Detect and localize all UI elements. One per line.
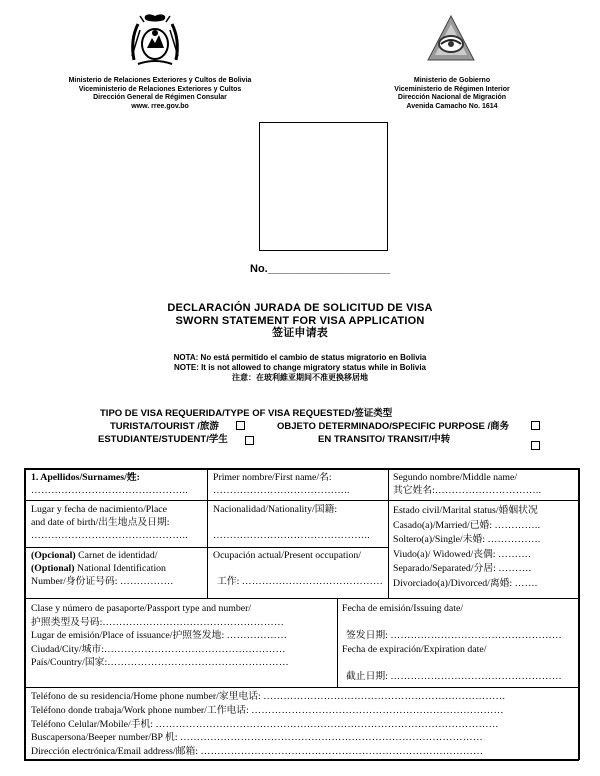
marital-status-label: Estado civil/Marital status/婚姻状况 [393, 505, 538, 516]
id-card-label-3: Number/身份证号码: [31, 575, 118, 587]
tourist-checkbox[interactable] [236, 421, 245, 430]
nationality-field[interactable] [213, 504, 383, 542]
table-top-border [24, 468, 579, 470]
email-dots: ………………………………………………………………………… [200, 746, 484, 758]
birth-field[interactable] [31, 504, 203, 542]
nationality-dots: ……………………………………….. [213, 529, 370, 541]
first-name-field[interactable] [213, 472, 383, 498]
separated-dots: ………. [498, 563, 532, 574]
beeper-field[interactable] [31, 731, 571, 745]
note-en: NOTE: It is not allowed to change migratory status while in Bolivia [173, 363, 427, 372]
visa-option-tourist: TURISTA/TOURIST /旅游 [110, 421, 219, 432]
work-phone-dots: ………………………………………………………………… [251, 704, 504, 716]
occupation-label: Ocupación actual/Present occupation/ [213, 550, 361, 561]
occupation-work-label: 工作: [217, 575, 240, 587]
visa-type-heading: TIPO DE VISA REQUERIDA/TYPE OF VISA REQUESTED/签证类型 [100, 408, 393, 419]
middle-name-dots: ………………………….. [434, 484, 542, 496]
occupation-dots: …………………………………… [241, 575, 384, 587]
home-phone-dots: ……………………………………………………………… [263, 691, 506, 702]
form-title [0, 302, 600, 340]
birth-label-1: Lugar y fecha de nacimiento/Place [31, 504, 168, 515]
birth-dots: ……………………………………….. [31, 529, 188, 541]
row-divider-1 [24, 500, 579, 501]
id-optional-es: (Opcional) [31, 550, 76, 561]
title-zh: 签证申请表 [272, 327, 328, 339]
bolivia-coat-of-arms-emblem [128, 10, 182, 70]
mobile-label: Teléfono Celular/Mobile/手机: [31, 718, 154, 730]
title-es: DECLARACIÓN JURADA DE SOLICITUD DE VISA [167, 302, 433, 314]
divorced-dots: ……. [514, 577, 538, 589]
issue-date-dots: …………………………………………… [390, 630, 563, 641]
visa-option-specific-purpose: OBJETO DETERMINADO/SPECIFIC PURPOSE /商务 [277, 421, 510, 432]
home-phone-field[interactable] [31, 690, 571, 704]
note-es: NOTA: No está permitido el cambio de status migratorio en Bolivia [173, 353, 427, 362]
work-phone-label: Teléfono donde trabaja/Work phone number/工作电话: [31, 704, 249, 716]
beeper-dots: ……………………………………………………………………………… [180, 732, 483, 744]
row-divider-4 [24, 687, 579, 688]
id-card-field[interactable] [31, 550, 203, 588]
row-divider-3 [24, 598, 579, 599]
country-dots: ……………………………………………… [107, 657, 289, 668]
id-card-label-1: Carnet de identidad/ [75, 550, 158, 561]
header-right-line1: Ministerio de Gobierno [413, 77, 491, 84]
middle-name-label-zh: 其它姓名: [393, 484, 435, 496]
table-left-border [24, 468, 26, 760]
married-dots: ………….. [494, 519, 541, 531]
header-right-line4: Avenida Camacho No. 1614 [406, 102, 498, 110]
place-issuance-label: Lugar de emisión/Place of issuance/护照签发地: [31, 630, 225, 641]
occupation-field[interactable] [213, 550, 385, 588]
application-number: No.____________________ [250, 263, 391, 275]
beeper-label: Buscapersona/Beeper number/BP 机: [31, 732, 178, 744]
expiration-date-label: Fecha de expiración/Expiration date/ [342, 643, 487, 655]
email-field[interactable] [31, 745, 571, 759]
widowed-dots: ………. [497, 548, 532, 560]
divorced-label: Divorciado(a)/Divorced/离婚: [393, 577, 513, 589]
single-label: Soltero(a)/Single/未婚: [393, 534, 485, 545]
table-right-border [578, 468, 580, 760]
place-issuance-dots: ……………… [226, 630, 288, 641]
mobile-field[interactable] [31, 718, 571, 732]
work-phone-field[interactable] [31, 704, 571, 718]
id-card-label-2: National Identification [77, 562, 166, 574]
header-right [372, 77, 532, 111]
expiration-date-dots: …………………………………………… [390, 670, 563, 682]
title-en: SWORN STATEMENT FOR VISA APPLICATION [175, 314, 425, 327]
birth-label-2: and date of birth/出生地点及日期: [31, 516, 170, 528]
married-label: Casado(a)/Married/已婚: [393, 519, 493, 531]
mobile-dots: ………………………………………………………………………………………… [155, 718, 499, 730]
contact-fields [31, 690, 571, 759]
passport-field[interactable] [31, 602, 331, 670]
passport-dates-field[interactable] [342, 602, 574, 683]
email-label: Dirección electrónica/Email address/邮箱: [31, 746, 199, 758]
country-label: País/Country/国家: [31, 657, 108, 668]
col-divider-2 [388, 468, 389, 598]
first-name-label: Primer nombre/First name/名: [213, 472, 332, 483]
header-left-line2: Viceministerio de Relaciones Exteriores y Cultos [78, 85, 242, 93]
visa-option-transit: EN TRANSITO/ TRANSIT/中转 [318, 434, 451, 445]
header-left [60, 77, 260, 111]
passport-type-label: Clase y número de pasaporte/Passport type and number/ [31, 603, 252, 614]
nationality-label: Nacionalidad/Nationality/国籍: [213, 504, 338, 515]
issue-date-label-zh: 签发日期: [346, 630, 388, 641]
specific-purpose-checkbox[interactable] [531, 421, 540, 430]
id-optional-en: (Optional) [31, 562, 75, 574]
surnames-dots: ……………………………………….. [31, 484, 188, 496]
student-checkbox[interactable] [245, 436, 254, 445]
issue-date-label: Fecha de emisión/Issuing date/ [342, 603, 464, 614]
note-zh: 注意：在玻利維亚期间不准更换移居地 [232, 373, 368, 382]
single-dots: ……………. [487, 534, 541, 545]
header-left-line4: www. rree.gov.bo [131, 102, 189, 110]
first-name-dots: ………………………………….. [213, 484, 350, 496]
marital-status-field[interactable] [393, 504, 575, 591]
home-phone-label: Teléfono de su residencia/Home phone number/家里电话: [31, 691, 261, 702]
visa-option-student: ESTUDIANTE/STUDENT/学生 [98, 434, 228, 445]
surnames-label: 1. Apellidos/Surnames/姓: [31, 472, 140, 483]
separated-label: Separado/Separated/分居: [393, 563, 496, 574]
city-label: Ciudad/City/城市: [31, 643, 104, 655]
city-dots: ……………………………………………… [103, 643, 286, 655]
migration-triangle-emblem [426, 14, 476, 64]
col-divider-3 [337, 598, 338, 687]
table-bottom-border [24, 759, 579, 761]
header-left-line3: Dirección General de Régimen Consular [93, 94, 227, 101]
transit-checkbox[interactable] [531, 441, 540, 450]
id-card-dots: ……………. [119, 575, 174, 587]
header-right-line2: Viceministerio de Régimen Interior [394, 85, 510, 93]
col-divider-1 [207, 468, 208, 598]
middle-name-label: Segundo nombre/Middle name/ [393, 472, 518, 483]
header-right-line3: Dirección Nacional de Migración [397, 94, 507, 101]
surnames-field[interactable] [31, 472, 203, 498]
widowed-label: Viudo(a)/ Widowed/丧偶: [393, 548, 496, 560]
middle-name-field[interactable] [393, 472, 575, 498]
notes [0, 353, 600, 383]
photo-box [259, 122, 388, 251]
passport-type-dots: ……………………………………………… [102, 616, 285, 628]
expiration-date-label-zh: 截止日期: [346, 670, 388, 682]
header-left-line1: Ministerio de Relaciones Exteriores y Cultos de Bolivia [68, 77, 252, 84]
passport-type-label-zh: 护照类型及号码: [31, 616, 103, 628]
